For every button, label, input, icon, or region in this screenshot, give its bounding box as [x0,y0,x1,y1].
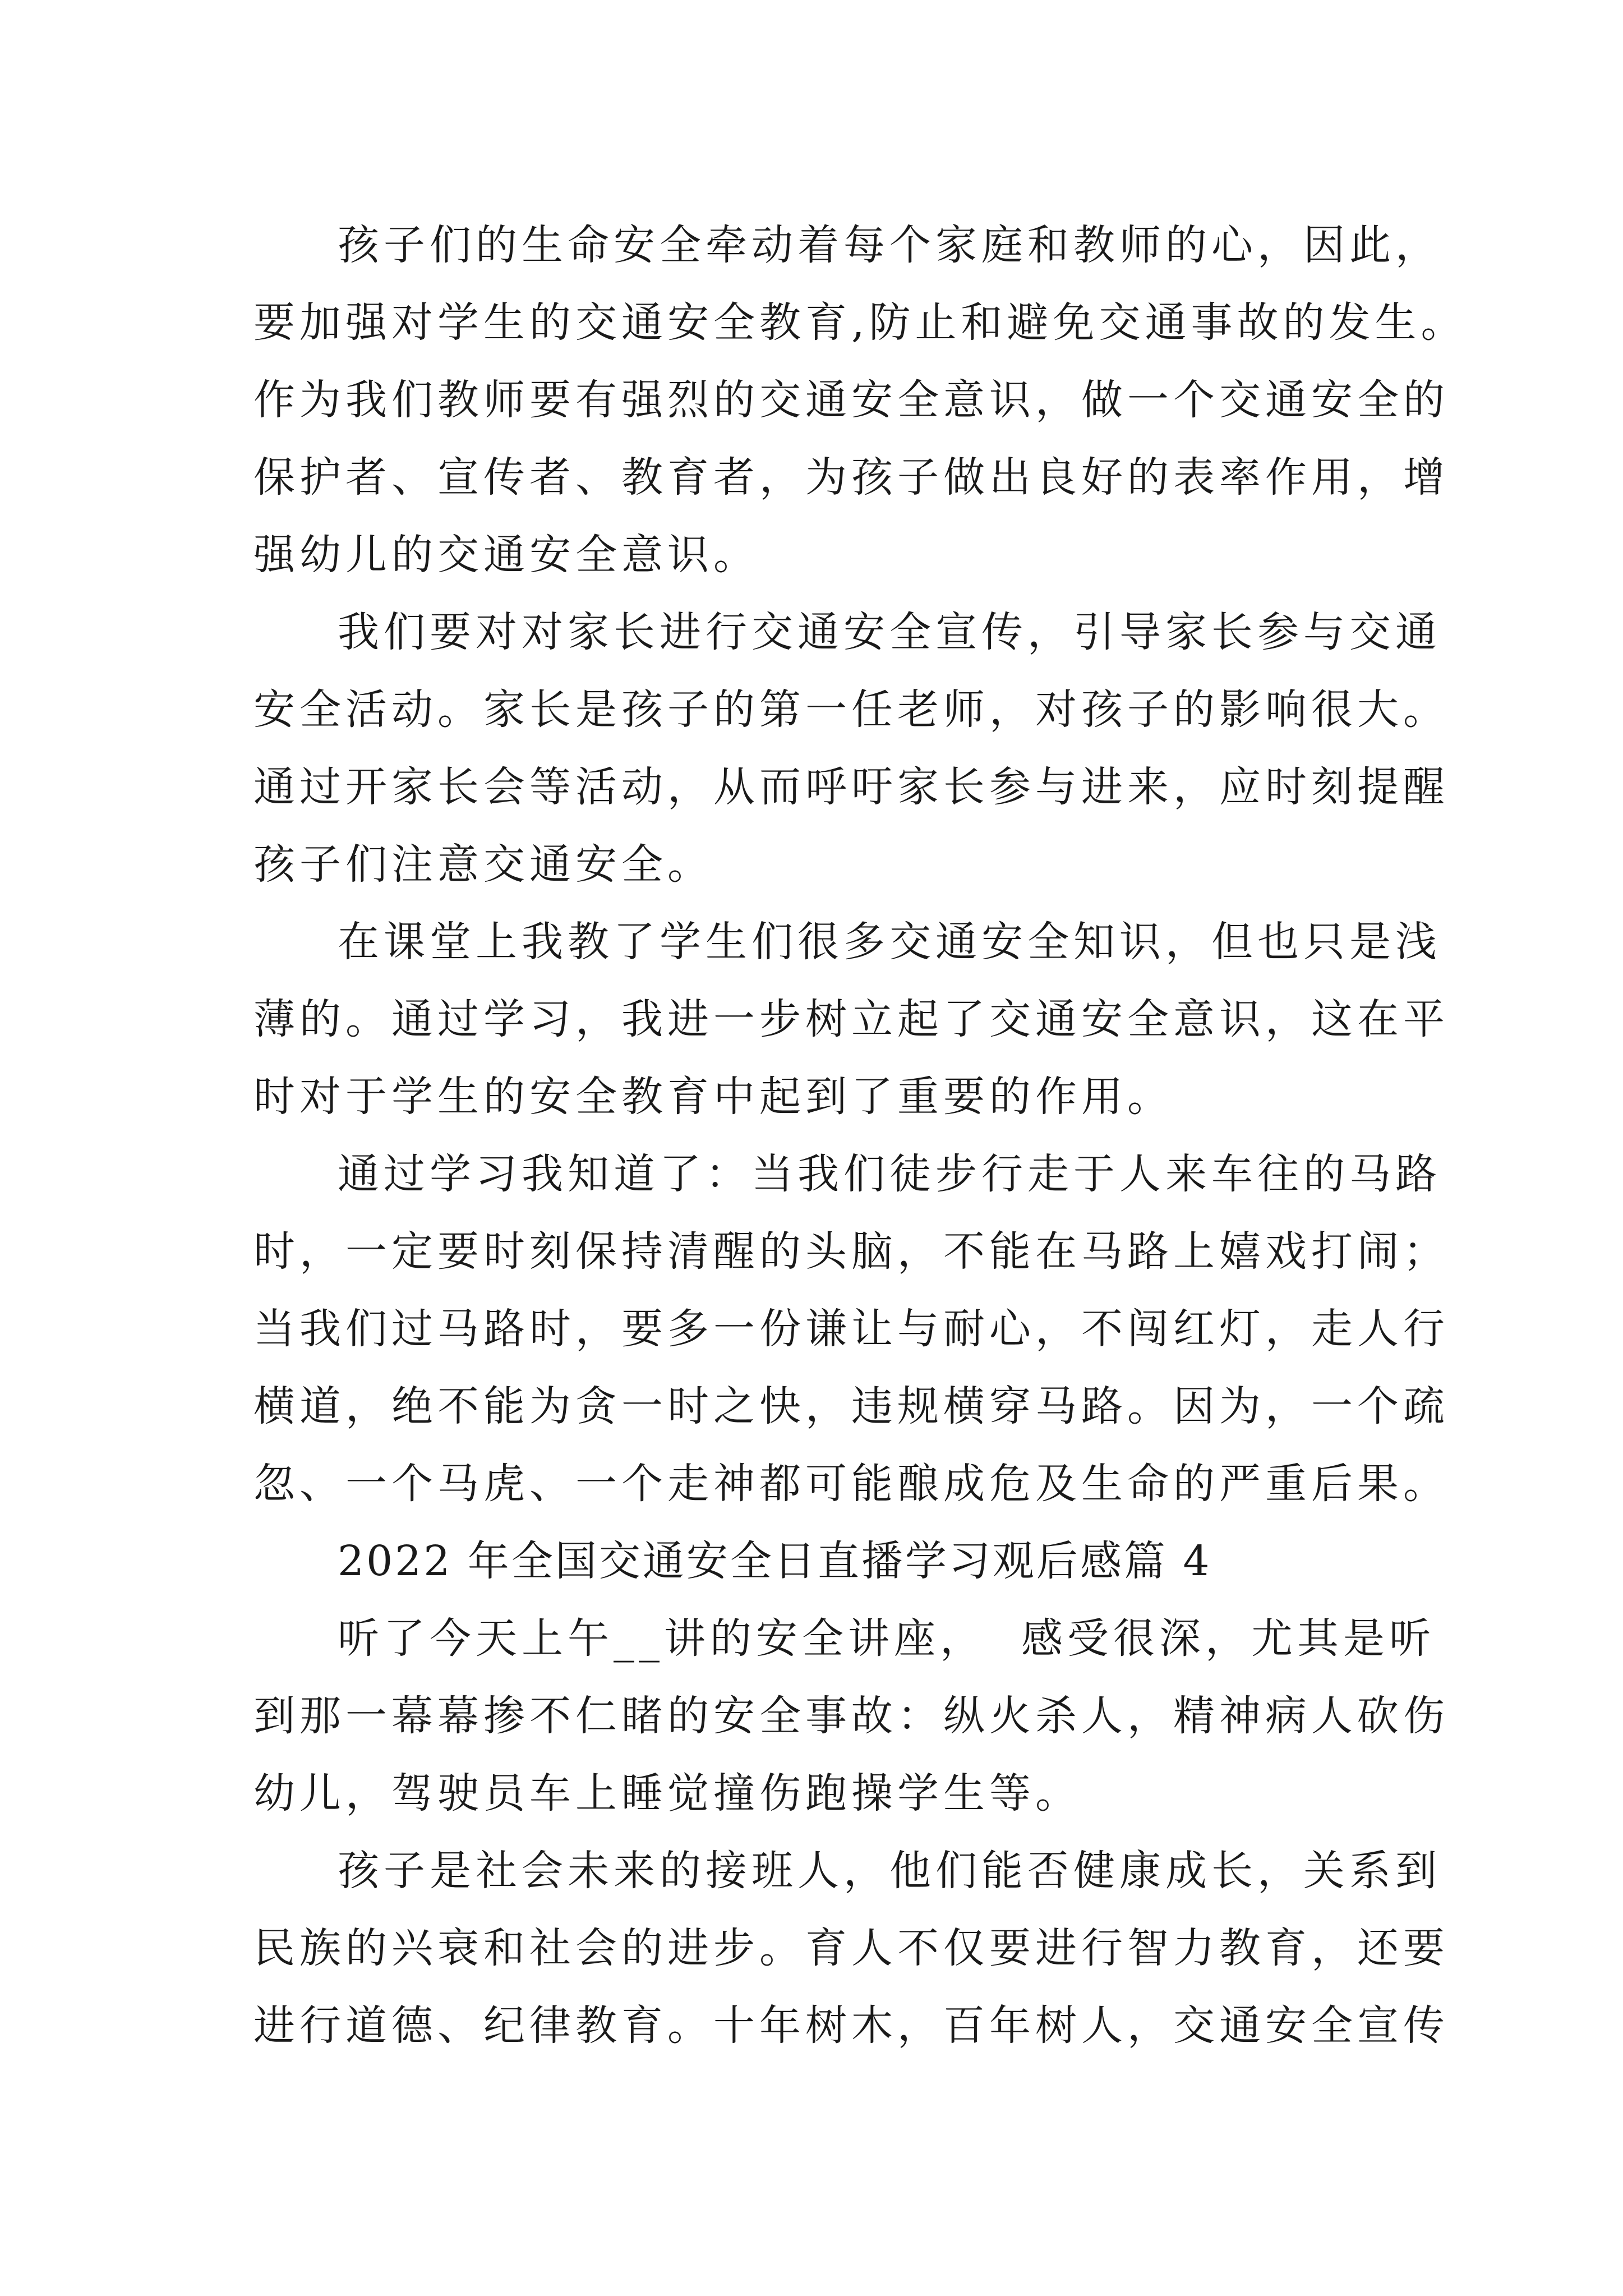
paragraph-1 [253,206,1467,593]
paragraph-3 [253,903,1449,1135]
text-line: 孩子们的生命安全牵动着每个家庭和教师的心，因此， [338,221,1441,269]
paragraph-6 [253,1832,1449,2064]
text-line: 作为我们教师要有强烈的交通安全意识，做一个交通安全的 [253,376,1449,424]
document-body [253,206,1467,2064]
text-line: 到那一幕幕掺不仁睹的安全事故：纵火杀人，精神病人砍伤 [253,1692,1449,1740]
text-line: 孩子们注意交通安全。 [253,840,713,889]
paragraph-4 [253,1135,1449,1522]
paragraph-5 [253,1600,1449,1832]
text-line: 在课堂上我教了学生们很多交通安全知识，但也只是浅 [338,918,1441,966]
text-line: 安全活动。家长是孩子的第一任老师，对孩子的影响很大。 [253,685,1449,734]
text-line: 强幼儿的交通安全意识。 [253,531,759,579]
text-line: 通过学习我知道了：当我们徒步行走于人来车往的马路 [338,1150,1441,1198]
text-line: 通过开家长会等活动，从而呼吁家长参与进来，应时刻提醒 [253,763,1449,811]
text-line: 民族的兴衰和社会的进步。育人不仅要进行智力教育，还要 [253,1924,1449,1972]
text-line: 听了今天上午__讲的安全讲座， 感受很深，尤其是听 [338,1614,1436,1663]
text-line: 要加强对学生的交通安全教育,防止和避免交通事故的发生。 [253,298,1467,347]
text-line: 保护者、宣传者、教育者，为孩子做出良好的表率作用，增 [253,453,1449,501]
text-line: 进行道德、纪律教育。十年树木，百年树人，交通安全宣传 [253,2001,1449,2050]
text-line: 幼儿，驾驶员车上睡觉撞伤跑操学生等。 [253,1769,1081,1818]
text-line: 时对于学生的安全教育中起到了重要的作用。 [253,1073,1173,1121]
text-line: 孩子是社会未来的接班人，他们能否健康成长，关系到 [338,1847,1441,1895]
text-line: 当我们过马路时，要多一份谦让与耐心，不闯红灯，走人行 [253,1305,1449,1353]
text-line: 时，一定要时刻保持清醒的头脑，不能在马路上嬉戏打闹； [253,1227,1449,1276]
text-line: 薄的。通过学习，我进一步树立起了交通安全意识，这在平 [253,995,1449,1043]
text-line: 我们要对对家长进行交通安全宣传，引导家长参与交通 [338,608,1441,656]
paragraph-2 [253,593,1449,903]
text-line: 横道，绝不能为贪一时之快，违规横穿马路。因为，一个疏 [253,1382,1449,1430]
text-line: 忽、一个马虎、一个走神都可能酿成危及生命的严重后果。 [253,1460,1449,1508]
section-heading: 2022 年全国交通安全日直播学习观后感篇 4 [338,1537,1212,1585]
